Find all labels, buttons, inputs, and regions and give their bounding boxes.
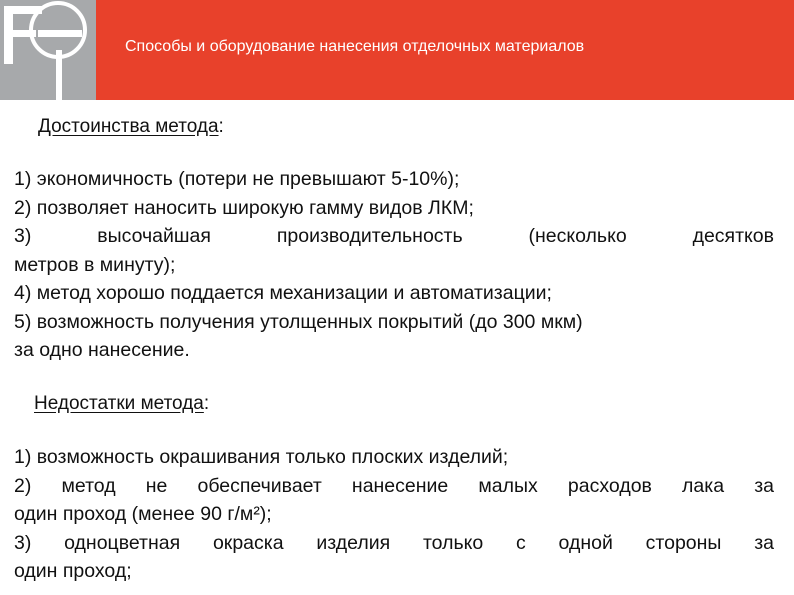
slide-title: Способы и оборудование нанесения отделочных материалов: [125, 38, 585, 55]
advantages-heading-colon: :: [218, 116, 224, 137]
disadvantages-heading-text: Недостатки метода: [34, 393, 204, 414]
disadvantages-heading: [34, 393, 209, 415]
list-item: 4) метод хорошо поддается механизации и автоматизации;: [14, 282, 552, 304]
disadvantages-heading-colon: :: [203, 393, 210, 414]
list-item: один проход (менее 90 г/м²);: [14, 503, 272, 525]
list-item: 2) позволяет наносить широкую гамму видов ЛКМ;: [14, 196, 474, 219]
logo: [0, 0, 96, 100]
list-item: 1) экономичность (потери не превышают 5-10%);: [14, 168, 460, 190]
list-item: метров в минуту);: [14, 253, 176, 276]
list-item: 5) возможность получения утолщенных покрытий (до 300 мкм): [14, 310, 583, 333]
fe-logo-icon: [0, 0, 96, 100]
advantages-heading-text: Достоинства метода: [38, 116, 219, 137]
slide-header: [0, 0, 794, 100]
disadvantages-list: [14, 443, 774, 586]
list-item: 3) одноцветная окраска изделия только с одной стороны за: [14, 531, 774, 554]
list-item: за одно нанесение.: [14, 339, 190, 361]
list-item: один проход;: [14, 560, 132, 582]
advantages-heading: [38, 116, 224, 138]
list-item: 1) возможность окрашивания только плоских изделий;: [14, 446, 509, 468]
list-item: 2) метод не обеспечивает нанесение малых расходов лака за: [14, 474, 774, 497]
advantages-list: [14, 165, 774, 365]
list-item: 3) высочайшая производительность (несколько десятков: [14, 225, 774, 247]
